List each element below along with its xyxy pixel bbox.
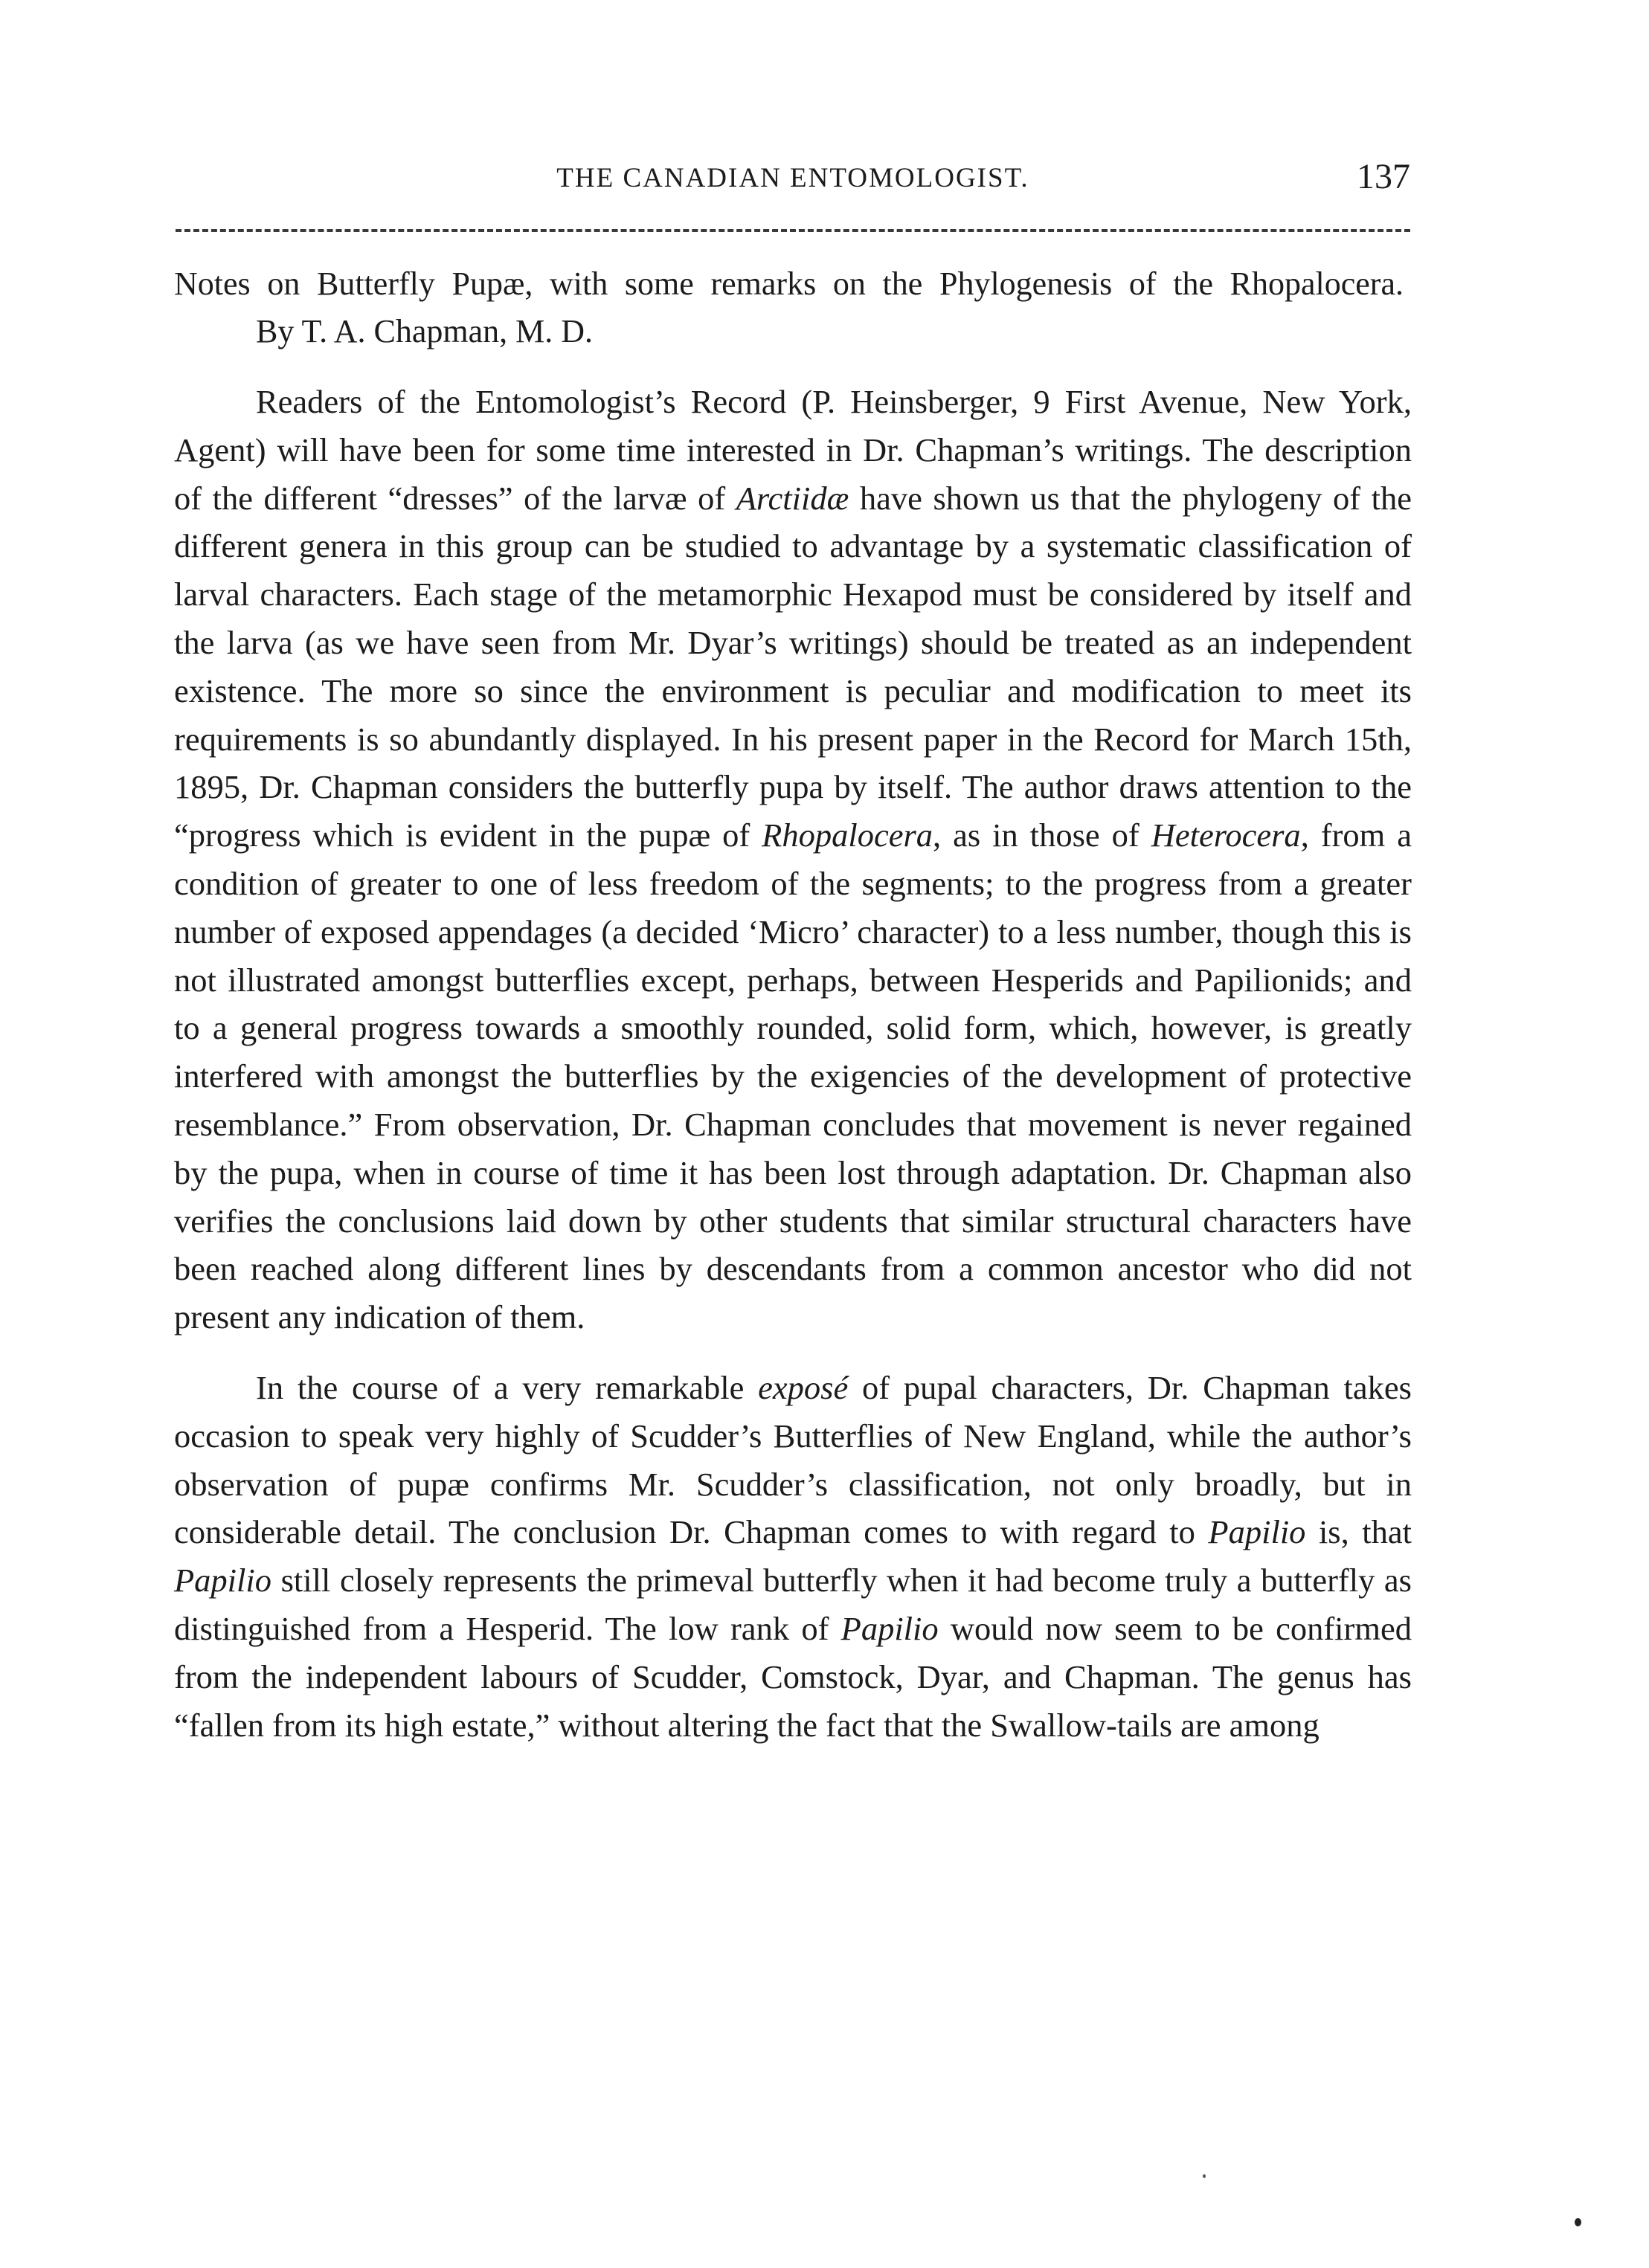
italic-term: Arctiidæ [736, 479, 849, 517]
text-run: is, that [1305, 1513, 1412, 1551]
text-run: still closely represents the primeval butterfly when it had become truly a butterfly as distinguished from a Hesperid. The low rank of [174, 1562, 1412, 1647]
text-run: In the course of a very remarkable [256, 1368, 759, 1406]
page-number: 137 [1357, 157, 1410, 196]
article-title [174, 260, 1412, 355]
italic-term: Papilio [174, 1562, 272, 1599]
page-speck [1575, 2218, 1581, 2226]
page-speck [1203, 2174, 1206, 2178]
italic-term: exposé [758, 1368, 849, 1406]
italic-term: Heterocera [1151, 816, 1301, 854]
text-run: of pupal characters, Dr. Chapman takes occasion to speak very highly of Scudder’s Butterflies of New England, while the author’s observation of pupæ confirms Mr. Scudder’s classification, not only broadly, but in considerable detail. The conclusion Dr. Chapman comes to with regard to [174, 1368, 1412, 1551]
paragraph [174, 1364, 1412, 1749]
article-byline: By T. A. Chapman, M. D. [256, 313, 594, 349]
italic-term: Rhopalocera [762, 816, 933, 854]
italic-term: Papilio [840, 1609, 939, 1647]
header-rule [176, 229, 1410, 232]
text-run: would now seem to be confirmed from the independent labours of Scudder, Comstock, Dyar, and Chapman. The genus has “fallen from its high estate,” without altering the fact that the Swallow-tails are among [174, 1609, 1412, 1744]
article-body [174, 260, 1412, 1749]
journal-title: THE CANADIAN ENTOMOLOGIST. [556, 163, 1029, 193]
running-head [176, 156, 1410, 208]
paragraph [174, 378, 1412, 1341]
text-run: have shown us that the phylogeny of the different genera in this group can be studied to advantage by a systematic classification of larval characters. Each stage of the metamorphic Hexapod must be considered by itself and the larva (as we have seen from Mr. Dyar’s writings) should be treated as an independent existence. The more so since the environment is peculiar and modification to meet its requirements is so abundantly displayed. In his present paper in the Record for March 15th, 1895, Dr. Chapman considers the butterfly pupa by itself. The author draws attention to the “progress which is evident in the pupæ of [174, 479, 1412, 854]
italic-term: Papilio [1208, 1513, 1306, 1551]
article-title-text: Notes on Butterfly Pupæ, with some remarks on the Phylogenesis of the Rhopalocera. [174, 265, 1404, 302]
text-run: Readers of the Entomologist’s Record (P. Heinsberger, 9 First Avenue, New York, Agent) will have been for some time interested in Dr. Chapman’s writings. The description of the different “dresses” of the larvæ of [174, 383, 1412, 517]
text-run: , from a condition of greater to one of less freedom of the segments; to the progress from a greater number of exposed appendages (a decided ‘Micro’ character) to a less number, though this is not illustrated amongst butterflies except, perhaps, between Hesperids and Papilionids; and to a general progress towards a smoothly rounded, solid form, which, however, is greatly interfered with amongst the butterflies by the exigencies of the development of protective resemblance.” From observation, Dr. Chapman concludes that movement is never regained by the pupa, when in course of time it has been lost through adaptation. Dr. Chapman also verifies the conclusions laid down by other students that similar structural characters have been reached along different lines by descendants from a common ancestor who did not present any indication of them. [174, 816, 1412, 1336]
text-run: , as in those of [933, 816, 1151, 854]
